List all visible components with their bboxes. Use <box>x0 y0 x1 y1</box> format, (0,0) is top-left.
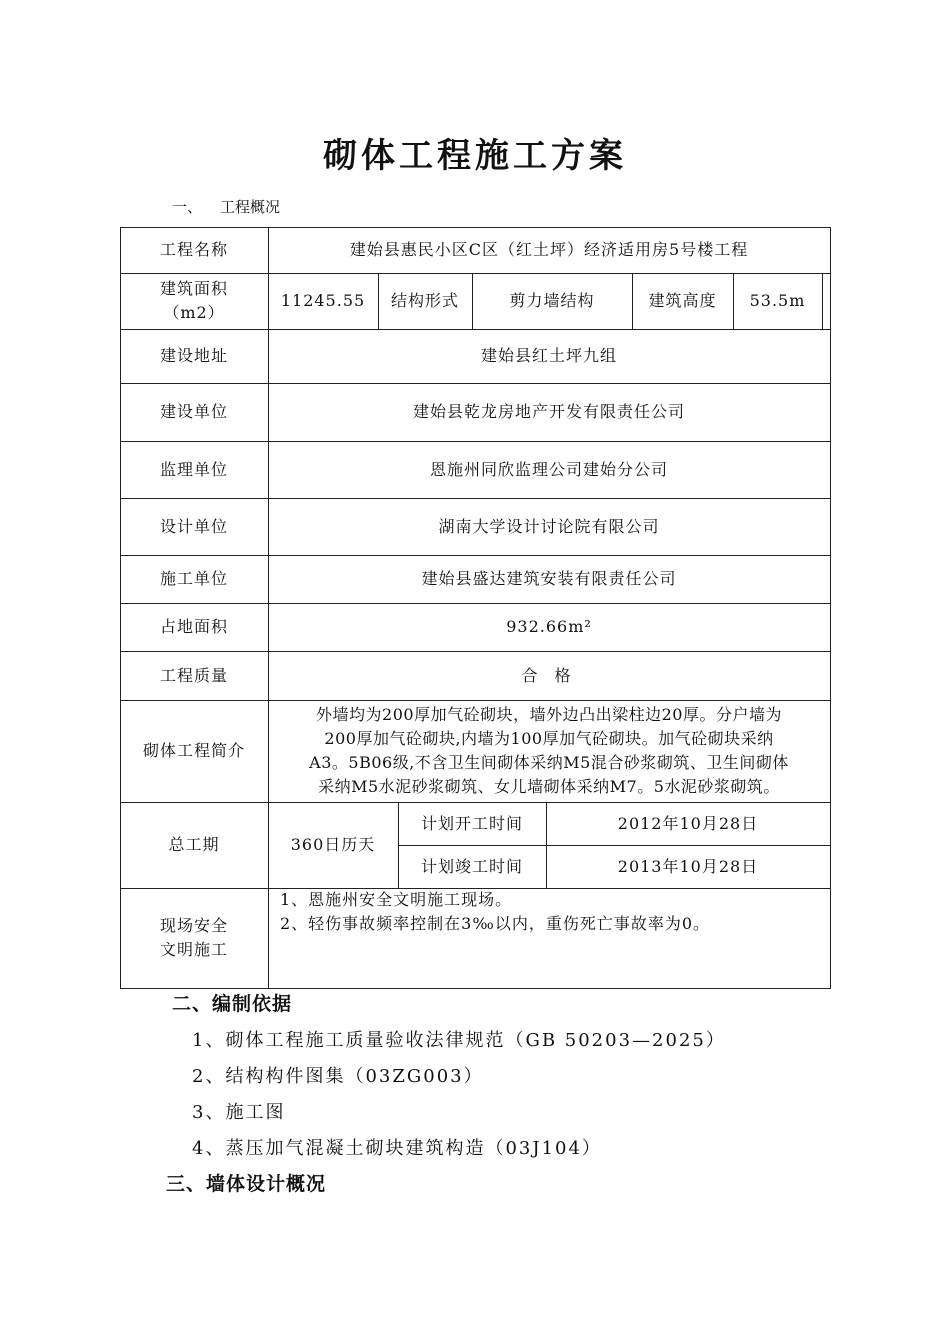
safety-line: 1、恩施州安全文明施工现场。 <box>280 890 513 909</box>
planned-start-label: 计划开工时间 <box>420 813 523 833</box>
structure-type-label: 结构形式 <box>390 291 459 310</box>
basis-item: 3、施工图 <box>192 1102 286 1123</box>
designer-value: 湖南大学设计讨论院有限公司 <box>438 516 660 536</box>
designer-label: 设计单位 <box>159 516 228 536</box>
planned-end-value: 2013年10月28日 <box>617 856 759 876</box>
masonry-line: A3。5B06级,不含卫生间砌体采纳M5混合砂浆砌筑、卫生间砌体 <box>309 753 789 772</box>
safety-text <box>268 888 830 988</box>
contractor-label: 施工单位 <box>159 569 228 588</box>
safety-line: 2、轻伤事故频率控制在3‰以内，重伤死亡事故率为0。 <box>280 914 711 933</box>
site-address-value: 建始县红土坪九组 <box>480 346 617 365</box>
building-height-value: 53.5m <box>749 291 806 310</box>
site-address-label: 建设地址 <box>159 346 228 365</box>
section-number: 一、 <box>172 198 203 216</box>
planned-start-value: 2012年10月28日 <box>617 813 759 833</box>
section-heading-basis: 二、编制依据 <box>172 993 293 1015</box>
building-area-label-line1: 建筑面积 <box>159 279 228 298</box>
masonry-line: 采纳M5水泥砂浆砌筑、女儿墙砌体采纳M7。5水泥砂浆砌筑。 <box>318 777 780 796</box>
page-title: 砌体工程施工方案 <box>323 136 627 176</box>
building-area-label <box>120 273 268 329</box>
total-duration-label: 总工期 <box>168 835 220 854</box>
land-area-label: 占地面积 <box>159 617 228 636</box>
quality-value: 合 格 <box>521 665 577 685</box>
section-heading-overview <box>172 196 280 217</box>
supervisor-value: 恩施州同欣监理公司建始分公司 <box>429 459 668 479</box>
safety-label-line1: 现场安全 <box>159 916 228 935</box>
planned-end-label: 计划竣工时间 <box>420 856 523 876</box>
owner-value: 建始县乾龙房地产开发有限责任公司 <box>412 402 685 421</box>
total-duration-value: 360日历天 <box>290 835 376 854</box>
section-label: 工程概况 <box>220 198 281 216</box>
building-area-label-line2: （m2） <box>163 303 225 322</box>
masonry-summary-text <box>268 700 830 802</box>
safety-label-line2: 文明施工 <box>159 940 228 959</box>
structure-type-value: 剪力墙结构 <box>509 291 595 310</box>
quality-label: 工程质量 <box>159 665 228 685</box>
supervisor-label: 监理单位 <box>159 459 228 479</box>
section-heading-wall-design: 三、墙体设计概况 <box>166 1173 327 1195</box>
basis-item: 4、蒸压加气混凝土砌块建筑构造（03J104） <box>192 1138 602 1159</box>
basis-item: 1、砌体工程施工质量验收法律规范（GB 50203—2025） <box>192 1030 726 1051</box>
masonry-summary-label: 砌体工程简介 <box>142 741 245 760</box>
masonry-line: 外墙均为200厚加气砼砌块，墙外边凸出梁柱边20厚。分户墙为 <box>316 705 782 724</box>
project-name-value: 建始县惠民小区C区（红土坪）经济适用房5号楼工程 <box>349 240 749 259</box>
basis-item: 2、结构构件图集（03ZG003） <box>192 1066 484 1087</box>
land-area-value: 932.66m² <box>506 617 592 636</box>
contractor-value: 建始县盛达建筑安装有限责任公司 <box>421 569 677 588</box>
masonry-line: 200厚加气砼砌块,内墙为100厚加气砼砌块。加气砼砌块采纳 <box>324 729 774 748</box>
building-height-label: 建筑高度 <box>648 291 717 310</box>
building-area-value: 11245.55 <box>280 291 366 310</box>
owner-label: 建设单位 <box>159 402 228 421</box>
project-name-label: 工程名称 <box>159 240 228 259</box>
safety-label <box>120 888 268 988</box>
